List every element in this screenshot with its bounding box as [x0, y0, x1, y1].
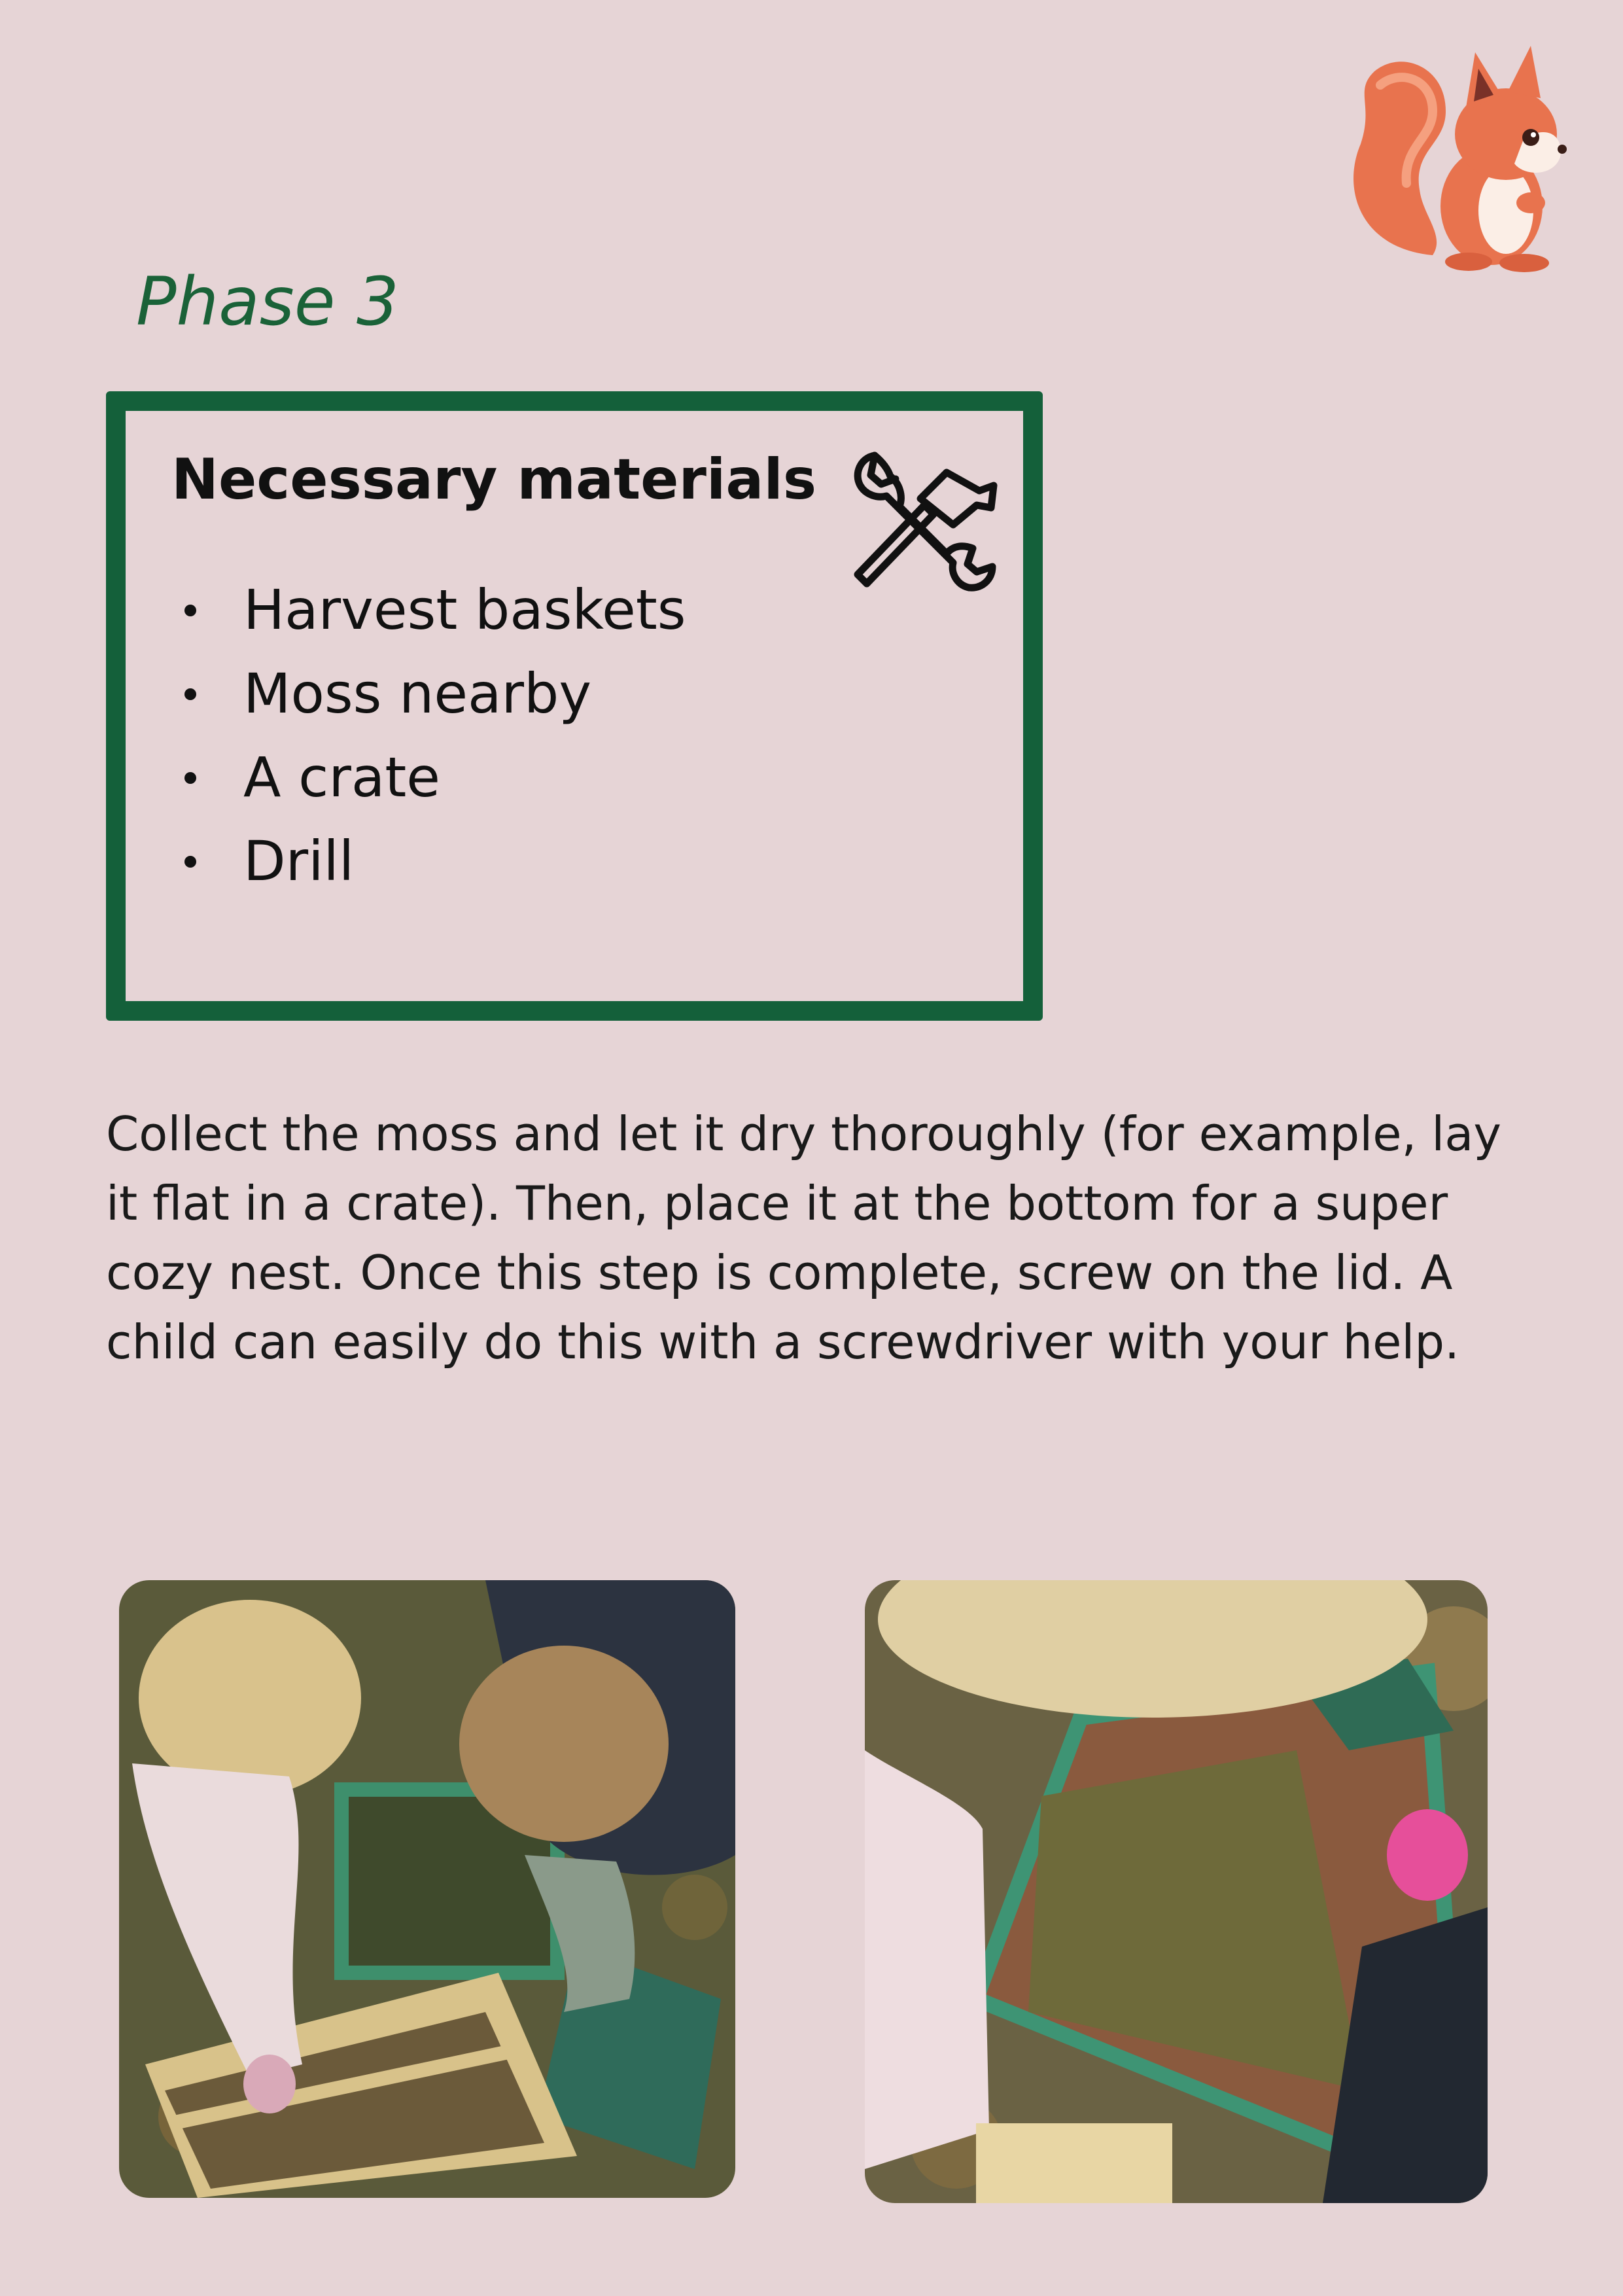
materials-box: [106, 391, 1043, 1021]
squirrel-icon: [1335, 39, 1583, 275]
phase-title: Phase 3: [136, 263, 399, 341]
list-item: Drill: [171, 819, 686, 903]
materials-list: [171, 568, 686, 903]
list-item: A crate: [171, 735, 686, 819]
photo-child-filling-box: [865, 1580, 1488, 2203]
materials-heading: Necessary materials: [171, 447, 817, 512]
list-item: Harvest baskets: [171, 568, 686, 652]
instructions-paragraph: Collect the moss and let it dry thoroughly (for example, lay it flat in a crate). Then, place it at the bottom for a super cozy nest. Once this step is complete, screw on the lid. A child can easily do this with a screwdriver with your help.: [106, 1106, 1501, 1369]
tools-icon: [848, 444, 999, 594]
list-item: Moss nearby: [171, 652, 686, 735]
photo-children-collecting-moss: [119, 1580, 735, 2198]
